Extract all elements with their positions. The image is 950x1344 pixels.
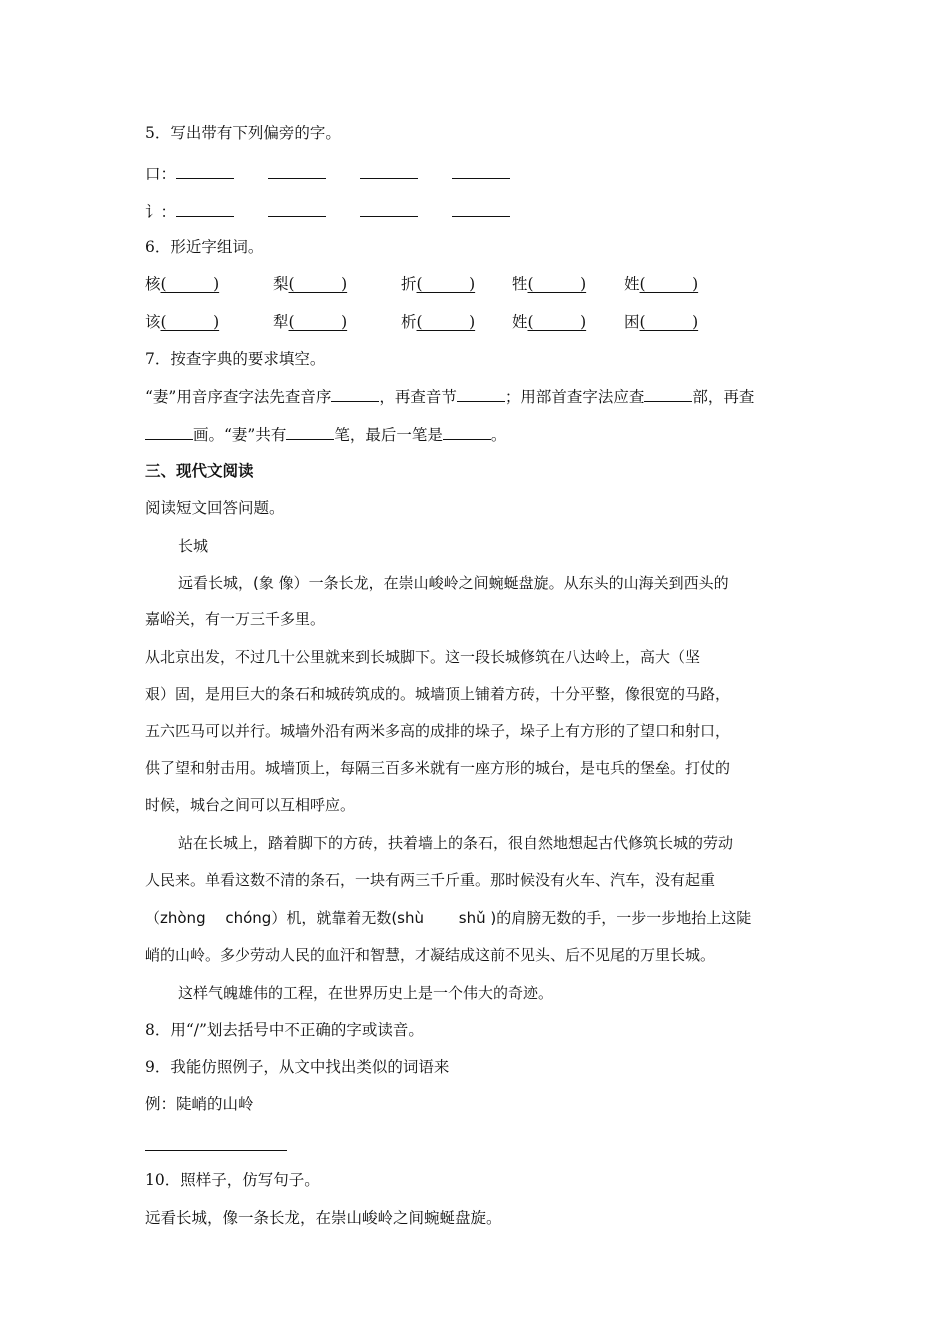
char: 该: [145, 313, 161, 331]
answer-blank[interactable]: [452, 163, 510, 179]
passage-line: 嘉峪关，有一万三千多里。: [145, 610, 326, 628]
answer-blank[interactable]: [268, 201, 326, 217]
answer-paren[interactable]: (______): [527, 275, 587, 293]
char: 困: [624, 313, 640, 331]
char: 姓: [624, 275, 640, 293]
answer-paren[interactable]: (______): [416, 313, 476, 331]
radical-label: 口：: [145, 165, 177, 183]
passage-line: 艰）固，是用巨大的条石和城砖筑成的。城墙顶上铺着方砖，十分平整，像很宽的马路，: [145, 685, 731, 703]
q10-example: 远看长城，像一条长龙，在崇山峻岭之间蜿蜒盘旋。: [145, 1209, 502, 1227]
passage-line: 供了望和射击用。城墙顶上，每隔三百多米就有一座方形的城台，是屯兵的堡垒。打仗的: [145, 759, 731, 777]
answer-paren[interactable]: (______): [527, 313, 587, 331]
radical-label: 讠：: [145, 203, 177, 221]
q7-text: ，再查音节: [379, 388, 457, 406]
passage-line: 从北京出发，不过几十公里就来到长城脚下。这一段长城修筑在八达岭上，高大（坚: [145, 648, 701, 666]
answer-paren[interactable]: (______): [160, 313, 220, 331]
q7-text: 笔，最后一笔是: [334, 426, 443, 444]
answer-blank[interactable]: [452, 201, 510, 217]
answer-paren[interactable]: (______): [288, 275, 348, 293]
answer-blank[interactable]: [644, 386, 692, 402]
q5-title: 5．写出带有下列偏旁的字。: [145, 124, 341, 142]
answer-paren[interactable]: (______): [639, 275, 699, 293]
q6-title: 6．形近字组词。: [145, 238, 264, 256]
char: 牲: [512, 275, 528, 293]
q7-title: 7．按查字典的要求填空。: [145, 350, 326, 368]
section-title: 三、现代文阅读: [145, 461, 254, 480]
answer-blank[interactable]: [145, 424, 193, 440]
q6-row-2: [0, 312, 950, 334]
answer-blank[interactable]: [360, 201, 418, 217]
answer-blank[interactable]: [176, 163, 234, 179]
q7-text: 画。“妻”共有: [193, 426, 287, 444]
char: 梨: [273, 275, 289, 293]
passage-line: 人民来。单看这数不清的条石，一块有两三千斤重。那时候没有火车、汽车，没有起重: [145, 871, 716, 889]
q7-text: 。: [490, 426, 507, 444]
reading-intro: 阅读短文回答问题。: [145, 499, 285, 517]
q6-row-1: [0, 274, 950, 296]
q9-example: 例：陡峭的山岭: [145, 1095, 254, 1113]
char: 犁: [273, 313, 289, 331]
answer-paren[interactable]: (______): [288, 313, 348, 331]
passage-line: 站在长城上，踏着脚下的方砖，扶着墙上的条石，很自然地想起古代修筑长城的劳动: [178, 834, 734, 852]
q7-text: ；用部首查字法应查: [504, 388, 645, 406]
char: 姓: [512, 313, 528, 331]
q5-row-yan: [145, 201, 544, 222]
answer-paren[interactable]: (______): [639, 313, 699, 331]
char: 折: [401, 275, 417, 293]
answer-blank[interactable]: [268, 163, 326, 179]
q7-line-2: [145, 424, 506, 445]
q7-text: 部，再查: [692, 388, 755, 406]
passage-line: 远看长城，(象 像）一条长龙，在崇山峻岭之间蜿蜒盘旋。从东头的山海关到西头的: [178, 574, 729, 592]
passage-line: 峭的山岭。多少劳动人民的血汗和智慧，才凝结成这前不见头、后不见尾的万里长城。: [145, 946, 716, 964]
answer-blank[interactable]: [286, 424, 334, 440]
passage-line: 时候，城台之间可以互相呼应。: [145, 796, 356, 814]
answer-blank[interactable]: [331, 386, 379, 402]
q8-title: 8．用“/”划去括号中不正确的字或读音。: [145, 1021, 424, 1039]
answer-blank[interactable]: [457, 386, 505, 402]
char: 核: [145, 275, 161, 293]
answer-line[interactable]: [145, 1150, 287, 1151]
q9-title: 9．我能仿照例子，从文中找出类似的词语来: [145, 1058, 450, 1076]
answer-paren[interactable]: (______): [416, 275, 476, 293]
passage-title: 长城: [178, 537, 209, 555]
answer-blank[interactable]: [176, 201, 234, 217]
char: 析: [401, 313, 417, 331]
passage-line: （zhòng chóng）机，就靠着无数(shù shǔ )的肩膀无数的手，一步一步地抬上这陡: [145, 909, 752, 927]
answer-blank[interactable]: [360, 163, 418, 179]
answer-blank[interactable]: [443, 424, 491, 440]
q7-line-1: [145, 386, 754, 407]
passage-line: 五六匹马可以并行。城墙外沿有两米多高的成排的垛子，垛子上有方形的了望口和射口，: [145, 722, 731, 740]
q7-text: “妻”用音序查字法先查音序: [145, 388, 332, 406]
passage-line: 这样气魄雄伟的工程，在世界历史上是一个伟大的奇迹。: [178, 984, 554, 1002]
q10-title: 10．照样子，仿写句子。: [145, 1171, 320, 1189]
q5-row-kou: [145, 163, 544, 184]
answer-paren[interactable]: (______): [160, 275, 220, 293]
